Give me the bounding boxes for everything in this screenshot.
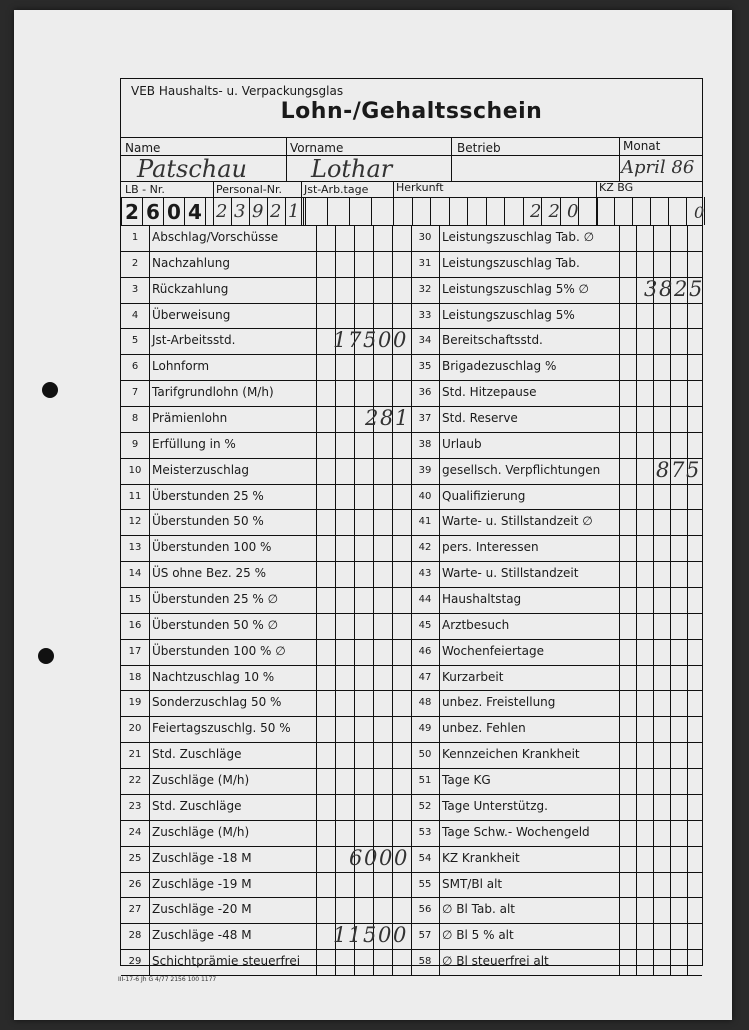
row-label: Zuschläge -20 M	[152, 902, 252, 917]
row-number: 11	[128, 490, 142, 502]
row5-value-digit: 5	[363, 328, 377, 353]
row-label: Zuschläge (M/h)	[152, 773, 250, 788]
row-label: Überstunden 50 %	[152, 514, 264, 529]
row5-value-digit: 0	[378, 328, 392, 353]
row39-value-digit: 7	[671, 457, 685, 482]
row-number: 41	[418, 516, 432, 528]
row-label: ∅ Bl 5 % alt	[442, 928, 514, 943]
kz-bg-value: 0	[694, 203, 705, 222]
row-label: KZ Krankheit	[442, 850, 520, 865]
row-number: 10	[128, 464, 142, 476]
row-number: 45	[418, 619, 432, 631]
row-number: 26	[128, 878, 142, 890]
row-number: 2	[131, 257, 139, 269]
punch-hole-top	[42, 382, 58, 398]
row28-value-digit: 1	[333, 923, 347, 948]
row-number: 53	[418, 826, 432, 838]
row-label: ∅ Bl Tab. alt	[442, 902, 515, 917]
row-label: Überstunden 100 %	[152, 540, 272, 555]
row-label: Leistungszuschlag 5%	[442, 307, 575, 322]
vorname-value: Lothar	[311, 155, 393, 183]
row-label: Erfüllung in %	[152, 436, 236, 451]
row-label: unbez. Freistellung	[442, 695, 556, 710]
row-label: Meisterzuschlag	[152, 462, 250, 477]
row25-value-digit: 0	[379, 845, 393, 870]
row-label: Std. Reserve	[442, 411, 518, 426]
print-code: III-17-6 Jh G 4/77 2156 100 1177	[118, 976, 217, 983]
name-label: Name	[125, 141, 161, 155]
row32-value-digit: 8	[659, 276, 673, 301]
personal-nr-digit: 1	[288, 201, 300, 222]
row39-value-digit: 8	[656, 457, 670, 482]
row28-value-digit: 0	[393, 923, 407, 948]
row-label: gesellsch. Verpflichtungen	[442, 462, 601, 477]
herkunft-label: Herkunft	[396, 181, 444, 194]
row-number: 51	[418, 775, 432, 787]
row-number: 8	[131, 413, 139, 425]
row-label: Kennzeichen Krankheit	[442, 747, 580, 762]
row-label: Tarifgrundlohn (M/h)	[152, 385, 274, 400]
row-number: 7	[131, 387, 139, 399]
row-label: Tage KG	[442, 773, 491, 788]
personal-nr-digit: 2	[270, 201, 282, 222]
row5-value-digit: 0	[393, 328, 407, 353]
monat-value: April 86	[621, 157, 695, 178]
row-label: unbez. Fehlen	[442, 721, 526, 736]
payslip-form	[120, 78, 705, 969]
row-number: 27	[128, 904, 142, 916]
kz-bg-label: KZ BG	[599, 181, 634, 194]
row-label: Kurzarbeit	[442, 669, 504, 684]
row-label: Überstunden 100 % ∅	[152, 643, 286, 658]
row-label: Std. Zuschläge	[152, 747, 242, 762]
row-label: Abschlag/Vorschüsse	[152, 230, 279, 244]
ist-arb-label: Jst-Arb.tage	[304, 183, 369, 196]
row-number: 3	[131, 283, 139, 295]
personal-nr-digit: 3	[234, 201, 246, 222]
herkunft-digit: 2	[548, 201, 560, 222]
row25-value-digit: 0	[364, 845, 378, 870]
row-number: 43	[418, 568, 432, 580]
row-label: Std. Hitzepause	[442, 385, 537, 400]
herkunft-digit: 2	[530, 201, 542, 222]
row-number: 55	[418, 878, 432, 890]
row-number: 36	[418, 387, 432, 399]
row28-value-digit: 1	[348, 923, 362, 948]
row-label: Zuschläge -48 M	[152, 928, 252, 943]
row-number: 52	[418, 800, 432, 812]
row-number: 23	[128, 800, 142, 812]
row-label: Leistungszuschlag Tab.	[442, 255, 580, 270]
row-label: Urlaub	[442, 436, 482, 451]
row-number: 25	[128, 852, 142, 864]
row-label: Prämienlohn	[152, 411, 228, 426]
organization-name: VEB Haushalts- u. Verpackungsglas	[131, 84, 344, 98]
row-number: 20	[128, 723, 142, 735]
row-number: 18	[128, 671, 142, 683]
row-number: 31	[418, 257, 432, 269]
punch-hole-bottom	[38, 648, 54, 664]
row-number: 13	[128, 542, 142, 554]
lb-nr-digit: 2	[125, 200, 139, 224]
row-number: 49	[418, 723, 432, 735]
row-label: Arztbesuch	[442, 617, 510, 632]
row-label: Warte- u. Stillstandzeit ∅	[442, 514, 593, 529]
row-number: 16	[128, 619, 142, 631]
row-number: 22	[128, 775, 142, 787]
row-number: 40	[418, 490, 432, 502]
row-label: Nachzahlung	[152, 255, 230, 270]
row-number: 4	[131, 309, 139, 321]
row39-value-digit: 5	[686, 457, 700, 482]
row8-value-digit: 1	[395, 406, 409, 431]
row-label: Tage Schw.- Wochengeld	[442, 824, 590, 839]
row-number: 56	[418, 904, 432, 916]
lb-nr-label: LB - Nr.	[125, 183, 165, 196]
row-label: Tage Unterstützg.	[442, 798, 548, 813]
row-label: Zuschläge (M/h)	[152, 824, 250, 839]
row28-value-digit: 0	[378, 923, 392, 948]
row-label: Überstunden 25 %	[152, 488, 264, 503]
row-number: 47	[418, 671, 432, 683]
row-number: 42	[418, 542, 432, 554]
row-label: Jst-Arbeitsstd.	[152, 333, 236, 348]
row-label: Feiertagszuschlg. 50 %	[152, 721, 291, 736]
row-number: 50	[418, 749, 432, 761]
row-label: ∅ Bl steuerfrei alt	[442, 954, 549, 969]
row-number: 15	[128, 594, 142, 606]
row-label: Leistungszuschlag Tab. ∅	[442, 230, 595, 244]
row-number: 48	[418, 697, 432, 709]
form-title: Lohn-/Gehaltsschein	[280, 99, 543, 124]
personal-nr-digit: 2	[216, 201, 228, 222]
row-number: 58	[418, 956, 432, 968]
row-label: SMT/Bl alt	[442, 876, 503, 891]
row-label: Std. Zuschläge	[152, 798, 242, 813]
monat-label: Monat	[623, 139, 661, 153]
row-number: 44	[418, 594, 432, 606]
row-label: Qualifizierung	[442, 488, 526, 503]
row-label: Lohnform	[152, 359, 210, 374]
row-label: Überweisung	[152, 307, 231, 322]
row-number: 32	[418, 283, 432, 295]
personal-nr-label: Personal-Nr.	[216, 183, 282, 196]
row-number: 33	[418, 309, 432, 321]
vorname-label: Vorname	[290, 141, 344, 155]
row-number: 1	[131, 232, 139, 243]
row-number: 37	[418, 413, 432, 425]
row28-value-digit: 5	[363, 923, 377, 948]
row-number: 17	[128, 645, 142, 657]
row-number: 29	[128, 956, 142, 968]
row-number: 21	[128, 749, 142, 761]
row-label: Leistungszuschlag 5% ∅	[442, 281, 590, 296]
row-number: 38	[418, 438, 432, 450]
row-number: 6	[131, 361, 139, 373]
row-label: Bereitschaftsstd.	[442, 333, 543, 348]
row-number: 57	[418, 930, 432, 942]
herkunft-digit: 0	[567, 201, 579, 222]
name-value: Patschau	[137, 155, 248, 183]
row32-value-digit: 3	[644, 276, 658, 301]
row5-value-digit: 7	[348, 328, 362, 353]
row-label: Überstunden 50 % ∅	[152, 617, 279, 632]
row-number: 14	[128, 568, 142, 580]
row-number: 54	[418, 852, 432, 864]
row32-value-digit: 2	[674, 276, 688, 301]
row-number: 39	[418, 464, 432, 476]
row-number: 34	[418, 335, 432, 347]
row-number: 5	[131, 335, 139, 347]
row-label: Zuschläge -19 M	[152, 876, 252, 891]
row-number: 12	[128, 516, 142, 528]
row-number: 35	[418, 361, 432, 373]
lb-nr-digit: 6	[146, 200, 160, 224]
personal-nr-digit: 9	[252, 201, 264, 222]
row-number: 28	[128, 930, 142, 942]
row-label: Sonderzuschlag 50 %	[152, 695, 282, 710]
row-label: Rückzahlung	[152, 281, 229, 296]
row-label: Brigadezuschlag %	[442, 359, 557, 374]
row32-value-digit: 5	[689, 276, 703, 301]
row-label: Warte- u. Stillstandzeit	[442, 566, 579, 581]
betrieb-label: Betrieb	[457, 141, 501, 155]
lb-nr-digit: 0	[167, 200, 181, 224]
row-label: Schichtprämie steuerfrei	[152, 954, 301, 969]
row-number: 30	[418, 232, 432, 243]
row-label: Haushaltstag	[442, 592, 522, 607]
row-number: 19	[128, 697, 142, 709]
row5-value-digit: 1	[333, 328, 347, 353]
lb-nr-digit: 4	[188, 200, 202, 224]
row8-value-digit: 2	[365, 406, 379, 431]
row-number: 9	[131, 438, 139, 450]
row25-value-digit: 6	[349, 845, 363, 870]
row-label: pers. Interessen	[442, 540, 539, 555]
row-label: Zuschläge -18 M	[152, 850, 252, 865]
row-label: ÜS ohne Bez. 25 %	[152, 566, 266, 581]
row25-value-digit: 0	[394, 845, 408, 870]
row-label: Wochenfeiertage	[442, 643, 545, 658]
row-number: 24	[128, 826, 142, 838]
row-label: Nachtzuschlag 10 %	[152, 669, 275, 684]
row-number: 46	[418, 645, 432, 657]
row8-value-digit: 8	[380, 406, 394, 431]
row-label: Überstunden 25 % ∅	[152, 592, 279, 607]
